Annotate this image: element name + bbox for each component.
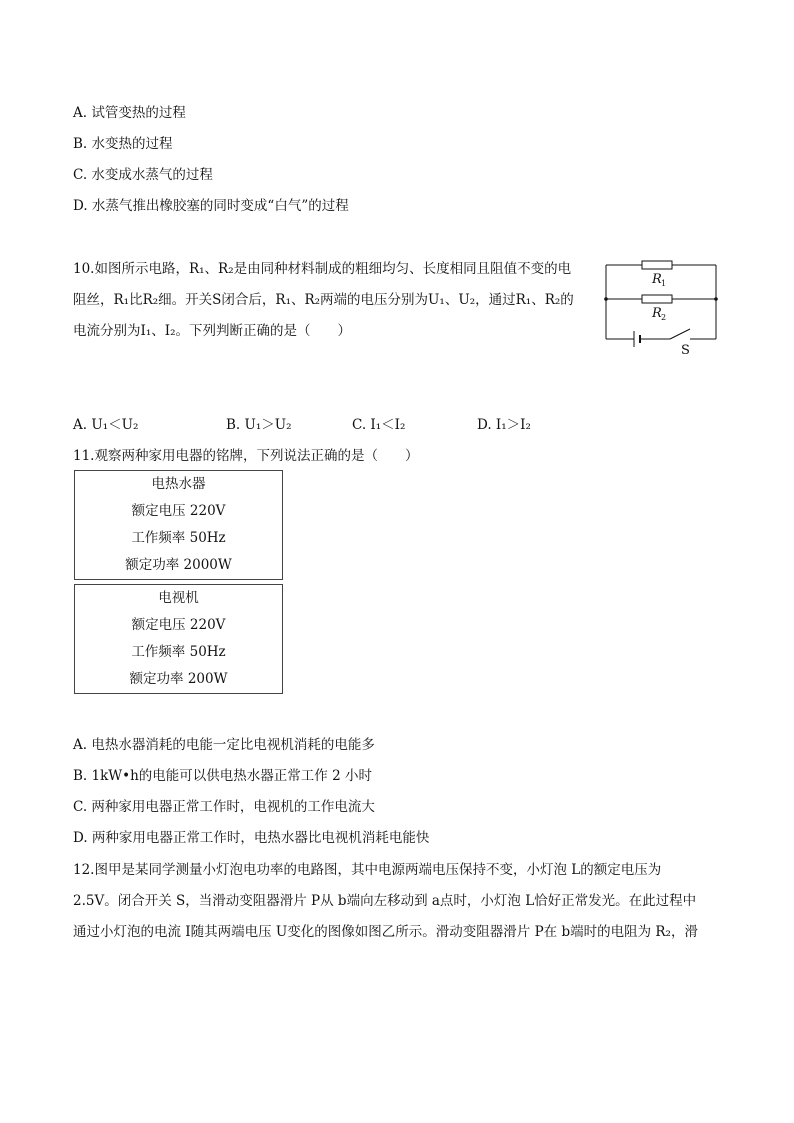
q10-option-a: A. U₁＜U₂ xyxy=(73,417,139,433)
q11-option-b: B. 1kW•h的电能可以供电热水器正常工作 2 小时 xyxy=(73,768,372,784)
q10-option-d: D. I₁＞I₂ xyxy=(477,417,531,433)
q10-stem-line2: 阻丝，R₁比R₂细。开关S闭合后，R₁、R₂两端的电压分别为U₁、U₂，通过R₁、R₂的 xyxy=(73,292,574,308)
nameplate-water-heater xyxy=(74,470,283,580)
plate-power: 额定功率 2000W xyxy=(125,557,232,573)
q11-option-c: C. 两种家用电器正常工作时，电视机的工作电流大 xyxy=(73,799,375,815)
q11-stem: 11.观察两种家用电器的铭牌，下列说法正确的是（ ） xyxy=(73,448,419,464)
q12-stem-line1: 12.图甲是某同学测量小灯泡电功率的电路图，其中电源两端电压保持不变，小灯泡 L的额定电压为 xyxy=(73,862,662,878)
q10-stem-line1: 10.如图所示电路，R₁、R₂是由同种材料制成的粗细均匀、长度相同且阻值不变的电 xyxy=(73,261,572,277)
q10-stem-line3: 电流分别为I₁、I₂。下列判断正确的是（ ） xyxy=(73,323,351,339)
r2-resistor-icon xyxy=(642,295,672,303)
q11-option-d: D. 两种家用电器正常工作时，电热水器比电视机消耗电能快 xyxy=(73,830,430,846)
switch-icon xyxy=(670,329,690,339)
r2-sub-label: 2 xyxy=(661,313,667,322)
q10-option-c: C. I₁＜I₂ xyxy=(352,417,406,433)
plate-power: 额定功率 200W xyxy=(129,671,228,687)
r1-label: R xyxy=(652,272,662,287)
q12-stem-line3: 通过小灯泡的电流 I随其两端电压 U变化的图像如图乙所示。滑动变阻器滑片 P在 b端时的电阻为 R₂，滑 xyxy=(73,924,698,940)
r2-label: R xyxy=(652,306,662,321)
r1-sub-label: 1 xyxy=(661,279,667,288)
nameplate-television xyxy=(74,584,283,694)
switch-label: S xyxy=(681,343,690,358)
plate-frequency: 工作频率 50Hz xyxy=(131,644,226,660)
q10-option-b: B. U₁＞U₂ xyxy=(226,417,292,433)
q12-stem-line2: 2.5V。闭合开关 S，当滑动变阻器滑片 P从 b端向左移动到 a点时，小灯泡 L恰好正常发光。在此过程中 xyxy=(73,893,697,909)
plate-title: 电热水器 xyxy=(151,476,206,492)
q9-option-b: B. 水变热的过程 xyxy=(73,136,173,152)
r1-resistor-icon xyxy=(642,261,672,269)
q11-option-a: A. 电热水器消耗的电能一定比电视机消耗的电能多 xyxy=(73,737,375,753)
plate-voltage: 额定电压 220V xyxy=(131,617,226,633)
plate-frequency: 工作频率 50Hz xyxy=(131,530,226,546)
q9-option-d: D. 水蒸气推出橡胶塞的同时变成“白气”的过程 xyxy=(73,198,349,214)
plate-voltage: 额定电压 220V xyxy=(131,503,226,519)
plate-title: 电视机 xyxy=(158,590,199,606)
q9-option-c: C. 水变成水蒸气的过程 xyxy=(73,167,213,183)
q10-circuit-diagram xyxy=(600,255,725,360)
q9-option-a: A. 试管变热的过程 xyxy=(73,105,186,121)
